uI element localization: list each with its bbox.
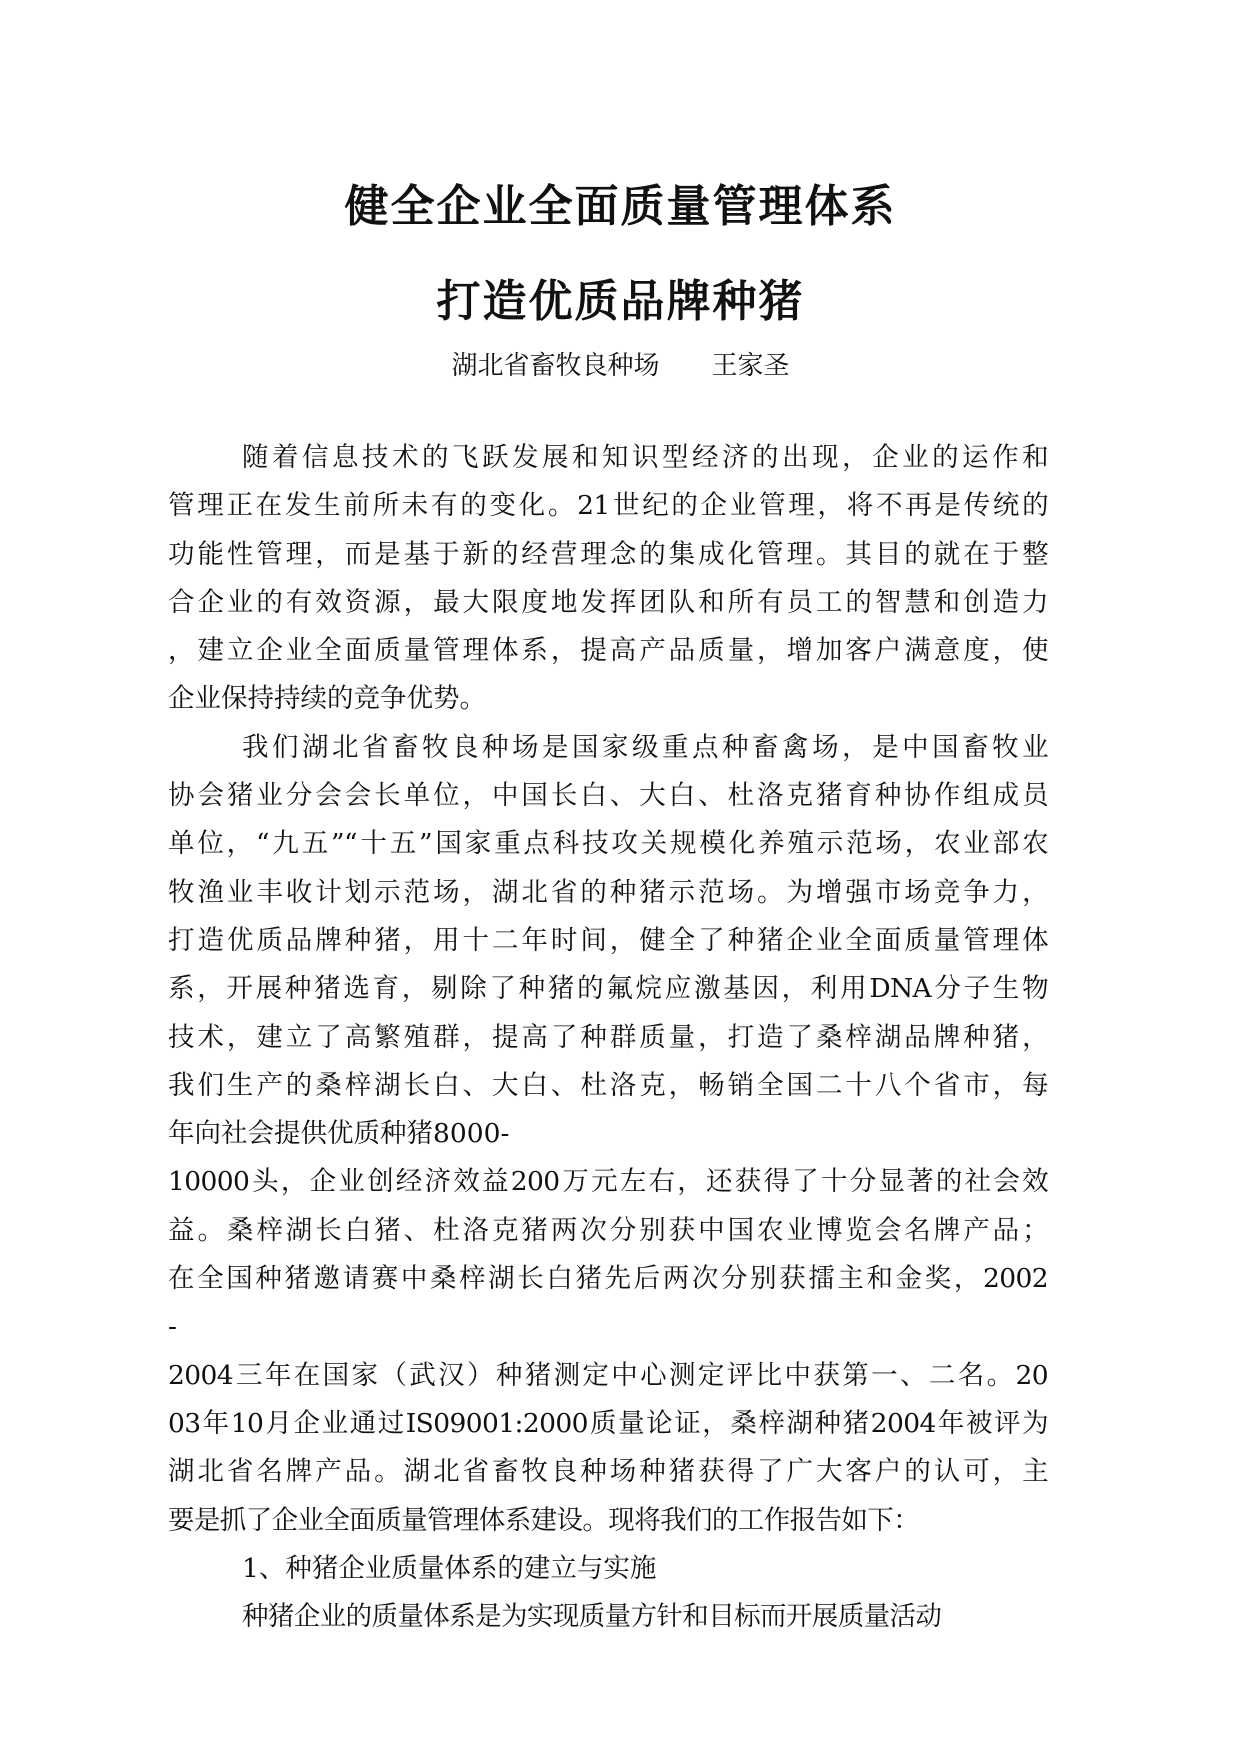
text-line: ，建立企业全面质量管理体系，提高产品质量，增加客户满意度，使: [168, 635, 1048, 667]
text-line: 企业保持持续的竞争优势。: [168, 683, 486, 715]
text-line: 合企业的有效资源，最大限度地发挥团队和所有员工的智慧和创造力: [168, 586, 1048, 618]
title-line-2: 打造优质品牌种猪: [436, 276, 805, 327]
text-line: 在全国种猪邀请赛中桑梓湖长白猪先后两次分别获擂主和金奖，2002: [168, 1263, 1048, 1295]
author-byline: 湖北省畜牧良种场 王家圣: [451, 351, 790, 381]
text-line: 种猪企业的质量体系是为实现质量方针和目标而开展质量活动: [242, 1601, 942, 1633]
text-line: 10000头，企业创经济效益200万元左右，还获得了十分显著的社会效: [168, 1166, 1048, 1198]
text-line: 年向社会提供优质种猪8000-: [168, 1118, 510, 1150]
text-line: 系，开展种猪选育，剔除了种猪的氟烷应激基因，利用DNA分子生物: [168, 973, 1048, 1005]
section-heading: 1、种猪企业质量体系的建立与实施: [242, 1552, 657, 1584]
text-line: 管理正在发生前所未有的变化。21世纪的企业管理，将不再是传统的: [168, 490, 1048, 522]
text-line: 单位，“九五”“十五”国家重点科技攻关规模化养殖示范场，农业部农: [168, 828, 1048, 860]
text-line: 我们湖北省畜牧良种场是国家级重点种畜禽场，是中国畜牧业: [242, 731, 1048, 763]
body-text: [168, 434, 1048, 1641]
text-line: 技术，建立了高繁殖群，提高了种群质量，打造了桑梓湖品牌种猪，: [168, 1021, 1048, 1053]
text-line: 2004三年在国家（武汉）种猪测定中心测定评比中获第一、二名。20: [168, 1359, 1048, 1391]
text-line: 益。桑梓湖长白猪、杜洛克猪两次分别获中国农业博览会名牌产品；: [168, 1214, 1048, 1246]
text-line: 我们生产的桑梓湖长白、大白、杜洛克，畅销全国二十八个省市，每: [168, 1069, 1048, 1101]
text-line: 湖北省名牌产品。湖北省畜牧良种场种猪获得了广大客户的认可，主: [168, 1456, 1048, 1488]
text-line: 随着信息技术的飞跃发展和知识型经济的出现，企业的运作和: [242, 442, 1048, 473]
text-line: 协会猪业分会会长单位，中国长白、大白、杜洛克猪育种协作组成员: [168, 780, 1048, 812]
text-line: 要是抓了企业全面质量管理体系建设。现将我们的工作报告如下：: [168, 1504, 920, 1536]
text-line: 牧渔业丰收计划示范场，湖北省的种猪示范场。为增强市场竞争力，: [168, 876, 1048, 908]
text-line: 03年10月企业通过IS09001:2000质量论证，桑梓湖种猪2004年被评为: [168, 1407, 1048, 1439]
text-line: 功能性管理，而是基于新的经营理念的集成化管理。其目的就在于整: [168, 538, 1048, 570]
title-line-1: 健全企业全面质量管理体系: [344, 181, 897, 232]
text-line: 打造优质品牌种猪，用十二年时间，健全了种猪企业全面质量管理体: [168, 924, 1048, 956]
text-line: -: [168, 1311, 177, 1343]
